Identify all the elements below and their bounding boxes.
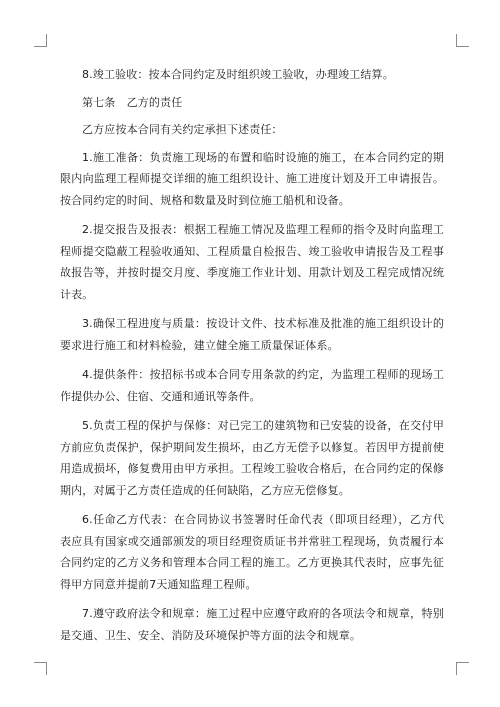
clause-7-regulations: 7.遵守政府法令和规章：施工过程中应遵守政府的各项法令和规章，特别是交通、卫生、安全、消防及环境保护等方面的法令和规章。 (60, 607, 444, 642)
crop-mark-top-left (34, 34, 47, 47)
clause-5-protection-warranty: 5.负责工程的保护与保修：对已完工的建筑物和已安装的设备，在交付甲方前应负责保护，保护期间发生损坏，由乙方无偿予以修复。若因甲方提前使用造成损坏，修复费用由甲方承担。工程竣工验收合格后，在合同约定的保修期内，对属于乙方责任造成的任何缺陷，乙方应无偿修复。 (60, 419, 444, 497)
clause-3-progress-quality: 3.确保工程进度与质量：按设计文件、技术标准及批准的施工组织设计的要求进行施工和材料检验，建立健全施工质量保证体系。 (60, 317, 444, 352)
clause-1-preparation: 1.施工准备：负责施工现场的布置和临时设施的施工，在本合同约定的期限内向监理工程师提交详细的施工组织设计、施工进度计划及开工申请报告。按合同约定的时间、规格和数量及时到位施工船机和设备。 (60, 150, 444, 207)
document-body (60, 64, 444, 654)
crop-mark-bottom-right (456, 662, 469, 675)
clause-8-completion-acceptance: 8.竣工验收：按本合同约定及时组织竣工验收，办理竣工结算。 (82, 68, 394, 81)
clause-2-reports: 2.提交报告及报表：根据工程施工情况及监理工程师的指令及时向监理工程师提交隐蔽工程验收通知、工程质量自检报告、竣工验收申请报告及工程事故报告等，并按时提交月度、季度施工作业计划、用款计划及工程完成情况统计表。 (60, 223, 444, 301)
responsibilities-intro: 乙方应按本合同有关约定承担下述责任： (82, 123, 283, 136)
crop-mark-bottom-left (34, 662, 47, 675)
clause-4-provide-conditions: 4.提供条件：按招标书或本合同专用条款的约定，为监理工程师的现场工作提供办公、住宿、交通和通讯等条件。 (60, 368, 444, 403)
article-7-heading: 第七条 乙方的责任 (82, 95, 183, 109)
clause-6-representative: 6.任命乙方代表：在合同协议书签署时任命代表（即项目经理），乙方代表应具有国家或交通部颁发的项目经理资质证书并常驻工程现场，负责履行本合同约定的乙方义务和管理本合同工程的施工。乙方更换其代表时，应事先征得甲方同意并提前7天通知监理工程师。 (60, 513, 444, 591)
crop-mark-top-right (456, 34, 469, 47)
